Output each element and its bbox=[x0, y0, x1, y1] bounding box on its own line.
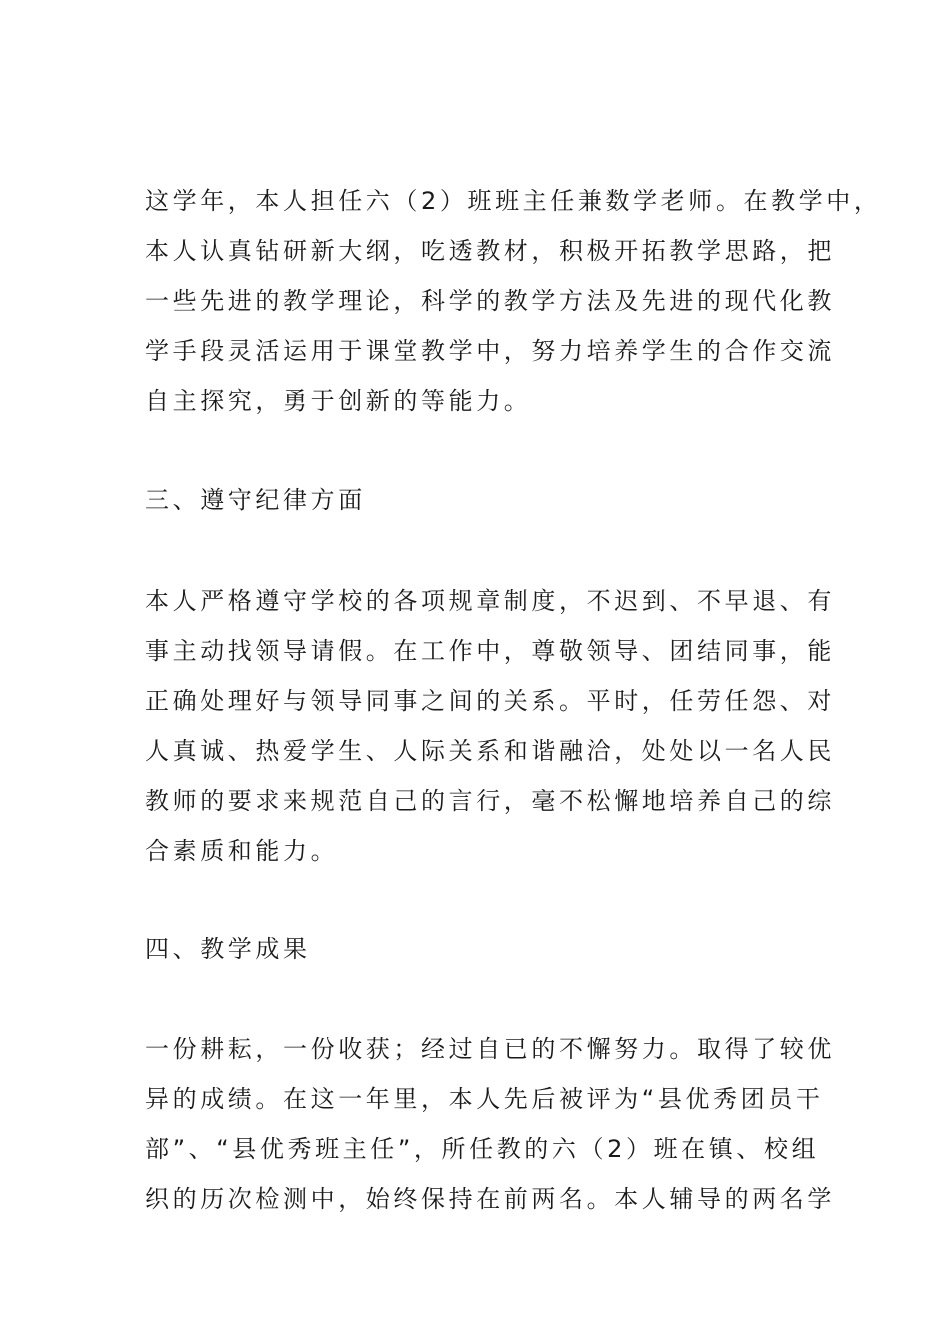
paragraph-line: 异的成绩。在这一年里，本人先后被评为“县优秀团员干 bbox=[145, 1085, 824, 1113]
section-heading-achievements: 四、教学成果 bbox=[145, 935, 311, 963]
paragraph-line: 这学年，本人担任六（2）班班主任兼数学老师。在教学中， bbox=[145, 187, 882, 215]
paragraph-line: 学手段灵活运用于课堂教学中，努力培养学生的合作交流 bbox=[145, 337, 835, 365]
paragraph-line: 合素质和能力。 bbox=[145, 837, 339, 865]
paragraph-line: 一些先进的教学理论，科学的教学方法及先进的现代化教 bbox=[145, 287, 835, 315]
paragraph-line: 事主动找领导请假。在工作中，尊敬领导、团结同事，能 bbox=[145, 637, 835, 665]
paragraph-achievements bbox=[145, 1024, 835, 1224]
paragraph-line: 本人认真钻研新大纲，吃透教材，积极开拓教学思路，把 bbox=[145, 237, 835, 265]
paragraph-line: 正确处理好与领导同事之间的关系。平时，任劳任怨、对 bbox=[145, 687, 835, 715]
paragraph-line: 自主探究，勇于创新的等能力。 bbox=[145, 387, 532, 415]
paragraph-line: 织的历次检测中，始终保持在前两名。本人辅导的两名学 bbox=[145, 1185, 835, 1213]
paragraph-line: 部”、“县优秀班主任”，所任教的六（2）班在镇、校组 bbox=[145, 1135, 820, 1163]
paragraph-discipline bbox=[145, 576, 835, 876]
paragraph-line: 一份耕耘，一份收获；经过自已的不懈努力。取得了较优 bbox=[145, 1035, 835, 1063]
section-heading-discipline: 三、遵守纪律方面 bbox=[145, 486, 366, 514]
paragraph-line: 本人严格遵守学校的各项规章制度，不迟到、不早退、有 bbox=[145, 587, 835, 615]
paragraph-line: 人真诚、热爱学生、人际关系和谐融洽，处处以一名人民 bbox=[145, 737, 835, 765]
paragraph-class-teacher bbox=[145, 176, 882, 426]
paragraph-line: 教师的要求来规范自己的言行，毫不松懈地培养自己的综 bbox=[145, 787, 835, 815]
